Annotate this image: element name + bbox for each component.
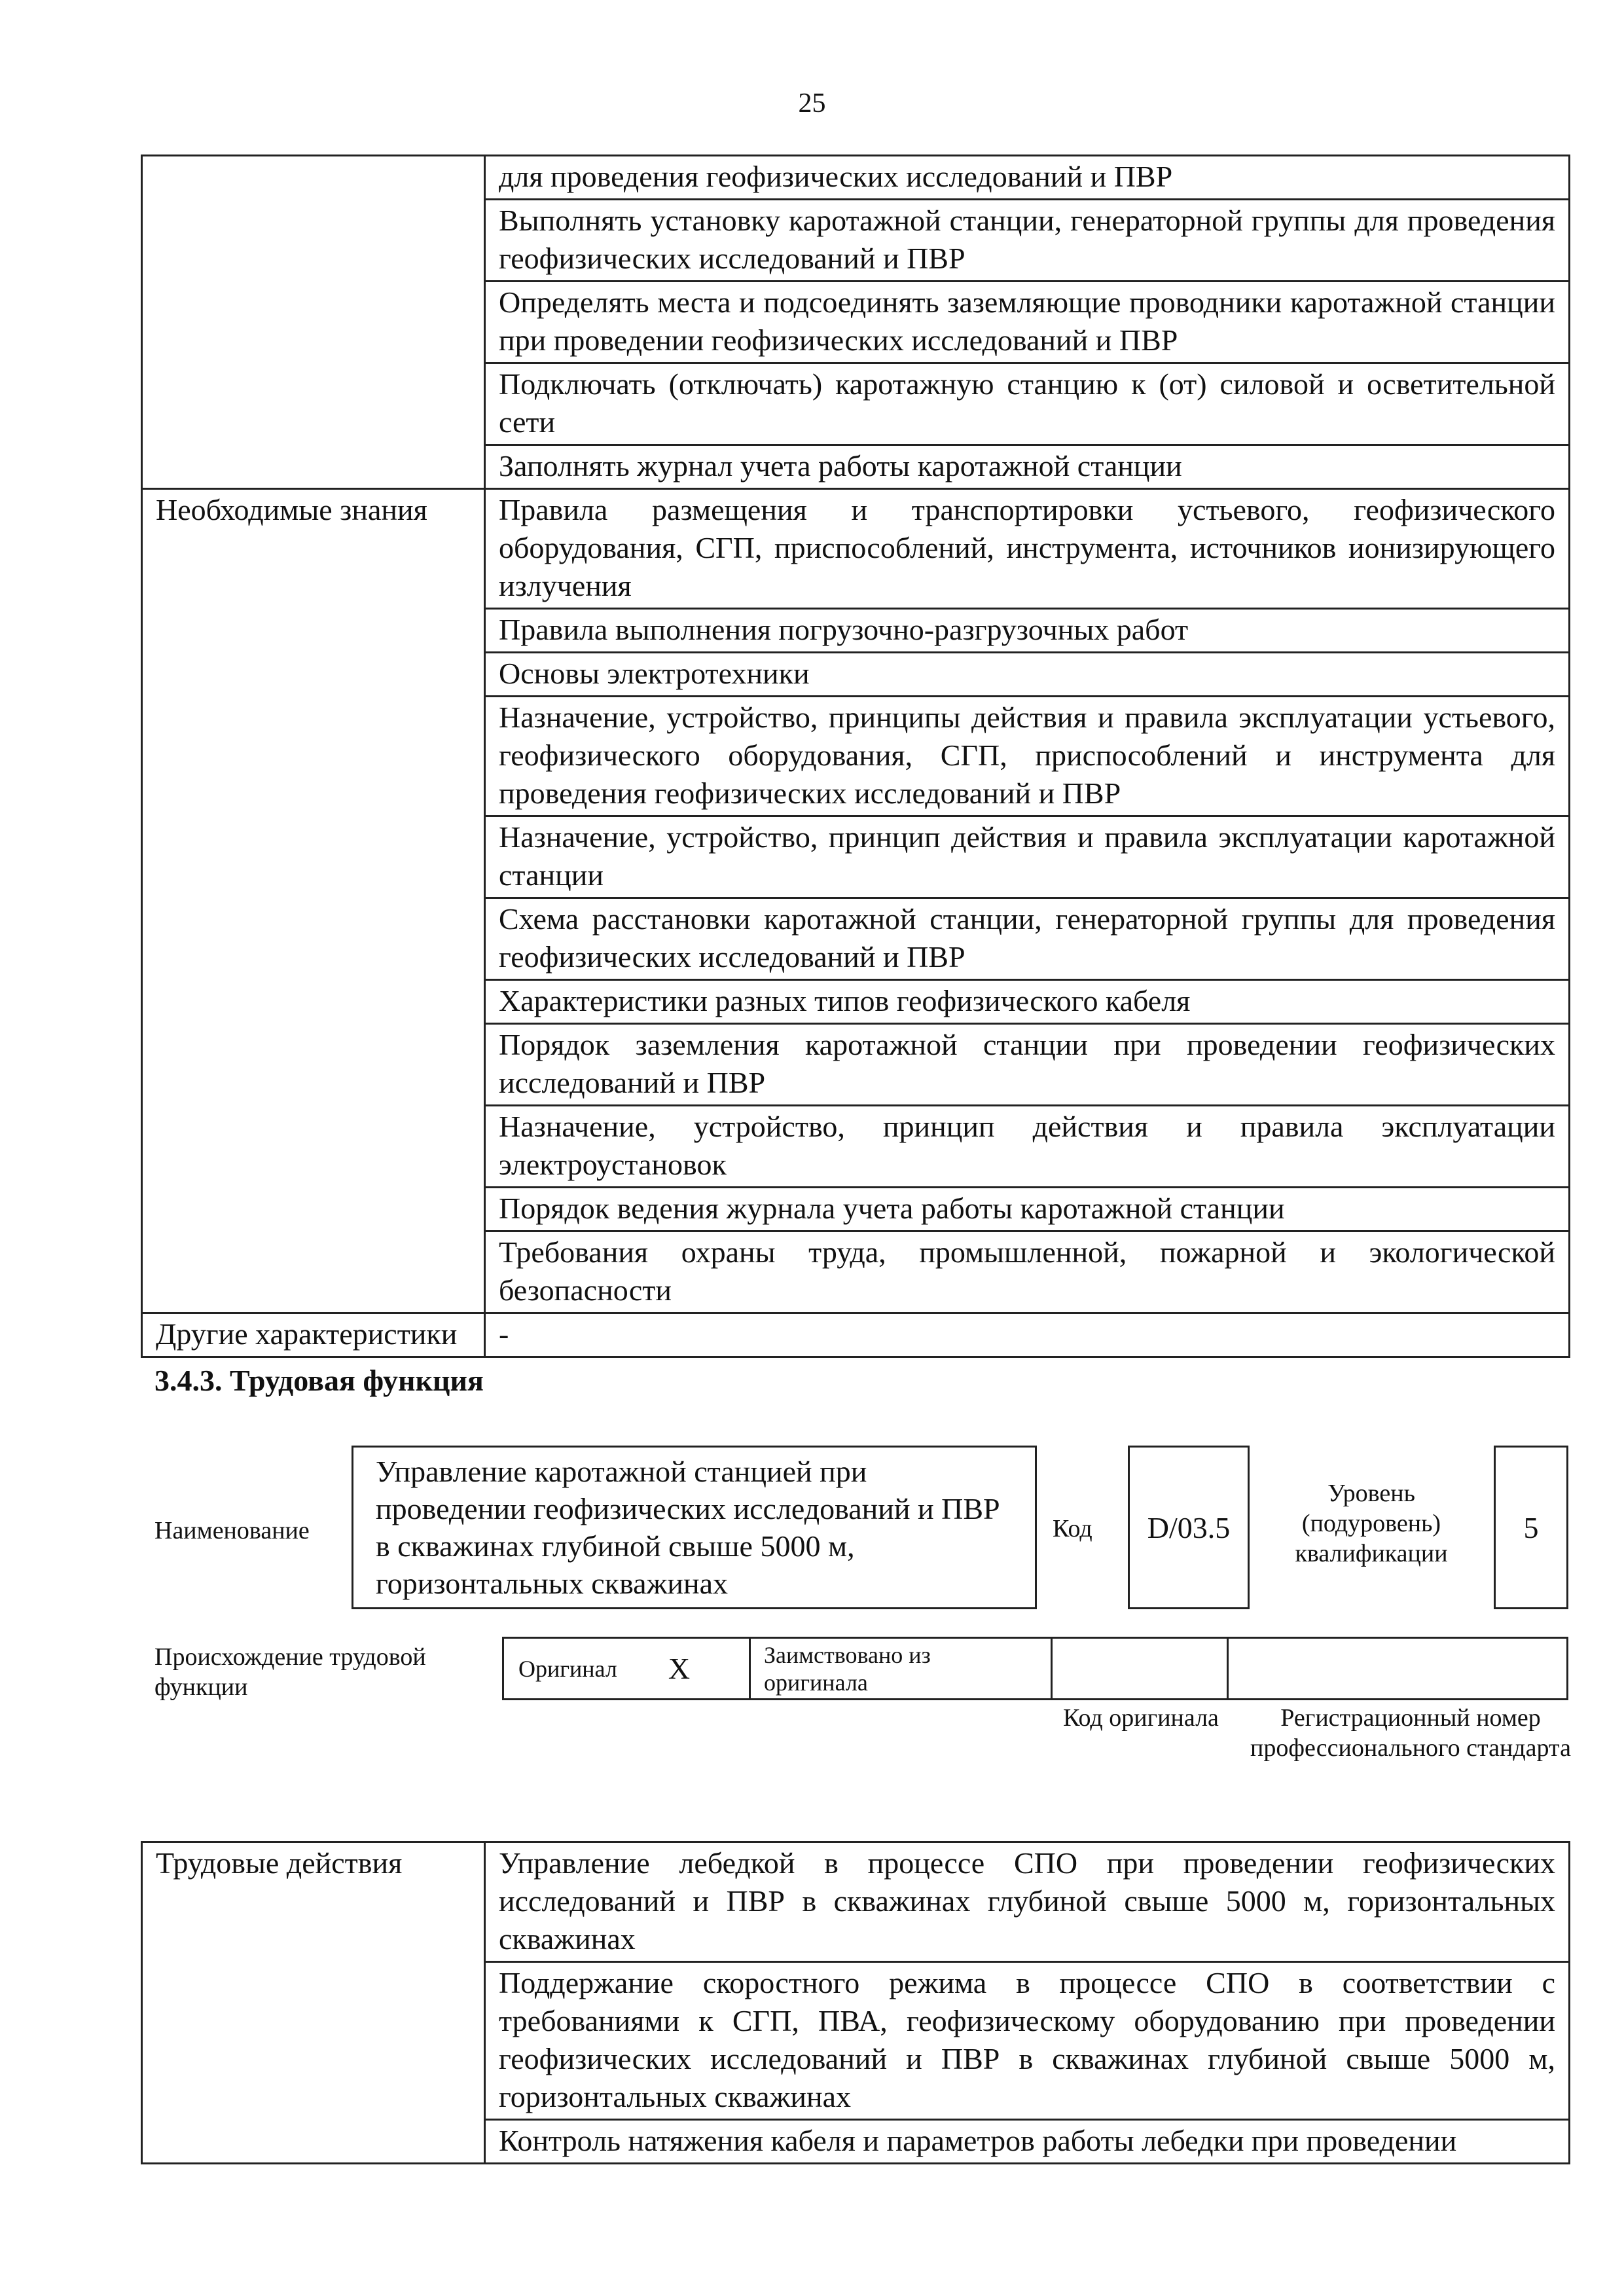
row-label-cell: Другие характеристики (142, 1313, 485, 1357)
code-label: Код (1053, 1515, 1092, 1542)
function-name-box: Управление каротажной станцией при проведении геофизических исследований и ПВР в скважинах глубиной свыше 5000 м, горизонтальных скважинах (352, 1446, 1037, 1609)
row-item-cell: Характеристики разных типов геофизического кабеля (485, 980, 1570, 1024)
row-item-cell: Схема расстановки каротажной станции, генераторной группы для проведения геофизических исследований и ПВР (485, 898, 1570, 980)
row-item-cell: Назначение, устройство, принципы действия и правила эксплуатации устьевого, геофизического оборудования, СГП, приспособлений и инструмента для проведения геофизических исследований и ПВР (485, 697, 1570, 816)
row-item-cell: Контроль натяжения кабеля и параметров работы лебедки при проведении (485, 2120, 1570, 2164)
labor-actions-table-body (142, 1842, 1570, 2164)
original-code-caption: Код оригинала (1063, 1704, 1219, 1732)
row-item-cell: Назначение, устройство, принцип действия и правила эксплуатации электроустановок (485, 1106, 1570, 1188)
row-item-cell: Правила выполнения погрузочно-разгрузочных работ (485, 609, 1570, 653)
origin-label: Происхождение трудовой функции (154, 1643, 426, 1701)
table-row (142, 1313, 1570, 1357)
requirements-table-body (142, 156, 1570, 1357)
registration-number-cell (1227, 1637, 1568, 1700)
borrowed-cell: Заимствовано из оригинала (749, 1637, 1053, 1700)
function-code-box: D/03.5 (1128, 1446, 1250, 1609)
qualification-level-label: Уровень (подуровень) квалификации (1295, 1480, 1448, 1567)
qualification-level-box: 5 (1494, 1446, 1568, 1609)
row-item-cell: Назначение, устройство, принцип действия и правила эксплуатации каротажной станции (485, 816, 1570, 898)
requirements-table (141, 155, 1570, 1358)
row-label-cell (142, 156, 485, 489)
row-item-cell: Порядок заземления каротажной станции при проведении геофизических исследований и ПВР (485, 1024, 1570, 1106)
row-item-cell: Поддержание скоростного режима в процессе СПО в соответствии с требованиями к СГП, ПВА, геофизическому оборудованию при проведении геофизических исследований и ПВР в скважинах глубиной свыше 5000 м, горизонтальных скважинах (485, 1962, 1570, 2120)
row-label-cell: Трудовые действия (142, 1842, 485, 2164)
section-heading: 3.4.3. Трудовая функция (154, 1364, 484, 1397)
original-code-cell (1051, 1637, 1229, 1700)
name-label: Наименование (154, 1517, 310, 1544)
row-item-cell: Определять места и подсоединять заземляющие проводники каротажной станции при проведении геофизических исследований и ПВР (485, 282, 1570, 363)
row-item-cell: - (485, 1313, 1570, 1357)
row-item-cell: Заполнять журнал учета работы каротажной станции (485, 445, 1570, 489)
origin-original-cell (502, 1637, 751, 1700)
table-row (142, 156, 1570, 200)
row-item-cell: Порядок ведения журнала учета работы каротажной станции (485, 1188, 1570, 1231)
registration-number-caption: Регистрационный номер профессионального стандарта (1250, 1704, 1571, 1762)
table-row (142, 1842, 1570, 1962)
row-item-cell: для проведения геофизических исследований и ПВР (485, 156, 1570, 200)
original-mark: X (668, 1651, 691, 1685)
row-item-cell: Управление лебедкой в процессе СПО при проведении геофизических исследований и ПВР в скважинах глубиной свыше 5000 м, горизонтальных скважинах (485, 1842, 1570, 1962)
original-label: Оригинал (518, 1655, 617, 1682)
row-item-cell: Правила размещения и транспортировки устьевого, геофизического оборудования, СГП, приспособлений, инструмента, источников ионизирующего излучения (485, 489, 1570, 609)
row-label-cell: Необходимые знания (142, 489, 485, 1313)
row-item-cell: Требования охраны труда, промышленной, пожарной и экологической безопасности (485, 1231, 1570, 1313)
origin-row (504, 1637, 1568, 1700)
page-number: 25 (798, 88, 826, 118)
row-item-cell: Подключать (отключать) каротажную станцию к (от) силовой и осветительной сети (485, 363, 1570, 445)
row-item-cell: Основы электротехники (485, 653, 1570, 697)
table-row (142, 489, 1570, 609)
labor-actions-table (141, 1841, 1570, 2164)
row-item-cell: Выполнять установку каротажной станции, генераторной группы для проведения геофизических исследований и ПВР (485, 200, 1570, 282)
